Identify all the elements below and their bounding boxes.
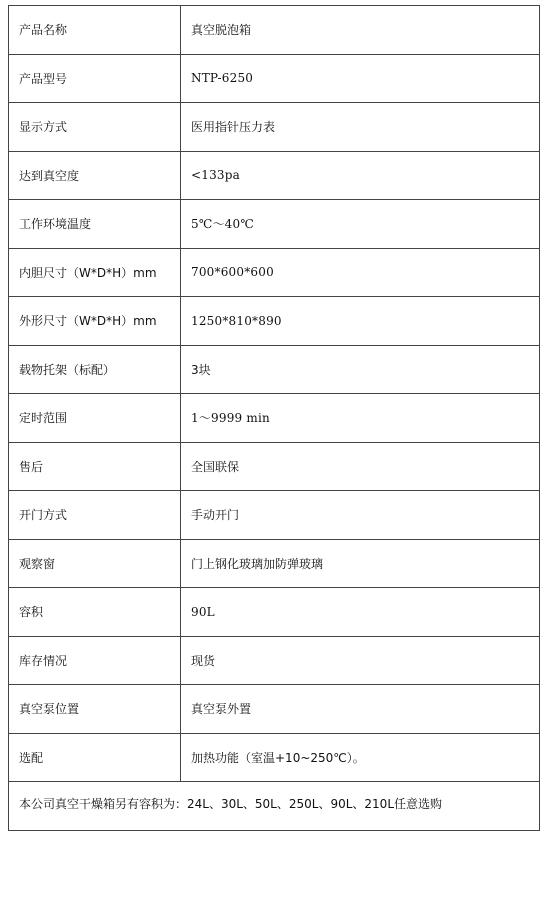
spec-row-product-name	[9, 6, 540, 55]
spec-value: 1250*810*890	[181, 297, 540, 346]
spec-label: 观察窗	[9, 539, 181, 588]
spec-row-inner-size	[9, 248, 540, 297]
spec-label: 载物托架（标配）	[9, 345, 181, 394]
spec-table	[8, 5, 540, 831]
footer-note: 本公司真空干燥箱另有容积为：24L、30L、50L、250L、90L、210L任意选购	[19, 796, 443, 811]
spec-row-vacuum	[9, 151, 540, 200]
spec-label: 内胆尺寸（W*D*H）mm	[9, 248, 181, 297]
spec-label: 工作环境温度	[9, 200, 181, 249]
spec-row-options	[9, 733, 540, 782]
spec-row-timer	[9, 394, 540, 443]
spec-label: 库存情况	[9, 636, 181, 685]
spec-value: NTP-6250	[181, 54, 540, 103]
spec-value: 真空脱泡箱	[181, 6, 540, 55]
spec-value: 1～9999 min	[181, 394, 540, 443]
spec-label: 定时范围	[9, 394, 181, 443]
spec-label: 达到真空度	[9, 151, 181, 200]
spec-label: 产品型号	[9, 54, 181, 103]
spec-label: 外形尺寸（W*D*H）mm	[9, 297, 181, 346]
spec-row-outer-size	[9, 297, 540, 346]
spec-value: 全国联保	[181, 442, 540, 491]
spec-label: 售后	[9, 442, 181, 491]
spec-label: 真空泵位置	[9, 685, 181, 734]
spec-row-ambient-temp	[9, 200, 540, 249]
spec-value: 现货	[181, 636, 540, 685]
spec-value: 90L	[181, 588, 540, 637]
spec-value: 700*600*600	[181, 248, 540, 297]
spec-row-stock	[9, 636, 540, 685]
spec-value: 5℃～40℃	[181, 200, 540, 249]
spec-row-window	[9, 539, 540, 588]
spec-label: 显示方式	[9, 103, 181, 152]
spec-label: 选配	[9, 733, 181, 782]
spec-label: 产品名称	[9, 6, 181, 55]
spec-value: 手动开门	[181, 491, 540, 540]
spec-value: <133pa	[181, 151, 540, 200]
spec-row-model	[9, 54, 540, 103]
footer-row	[9, 782, 540, 831]
spec-label: 开门方式	[9, 491, 181, 540]
spec-row-shelves	[9, 345, 540, 394]
spec-row-door	[9, 491, 540, 540]
spec-row-pump	[9, 685, 540, 734]
spec-value: 门上钢化玻璃加防弹玻璃	[181, 539, 540, 588]
spec-value: 医用指针压力表	[181, 103, 540, 152]
spec-value: 3块	[181, 345, 540, 394]
spec-label: 容积	[9, 588, 181, 637]
spec-value: 加热功能（室温+10~250℃）。	[181, 733, 540, 782]
spec-value: 真空泵外置	[181, 685, 540, 734]
footer-cell	[9, 782, 540, 831]
spec-row-volume	[9, 588, 540, 637]
spec-row-after-sales	[9, 442, 540, 491]
spec-row-display	[9, 103, 540, 152]
